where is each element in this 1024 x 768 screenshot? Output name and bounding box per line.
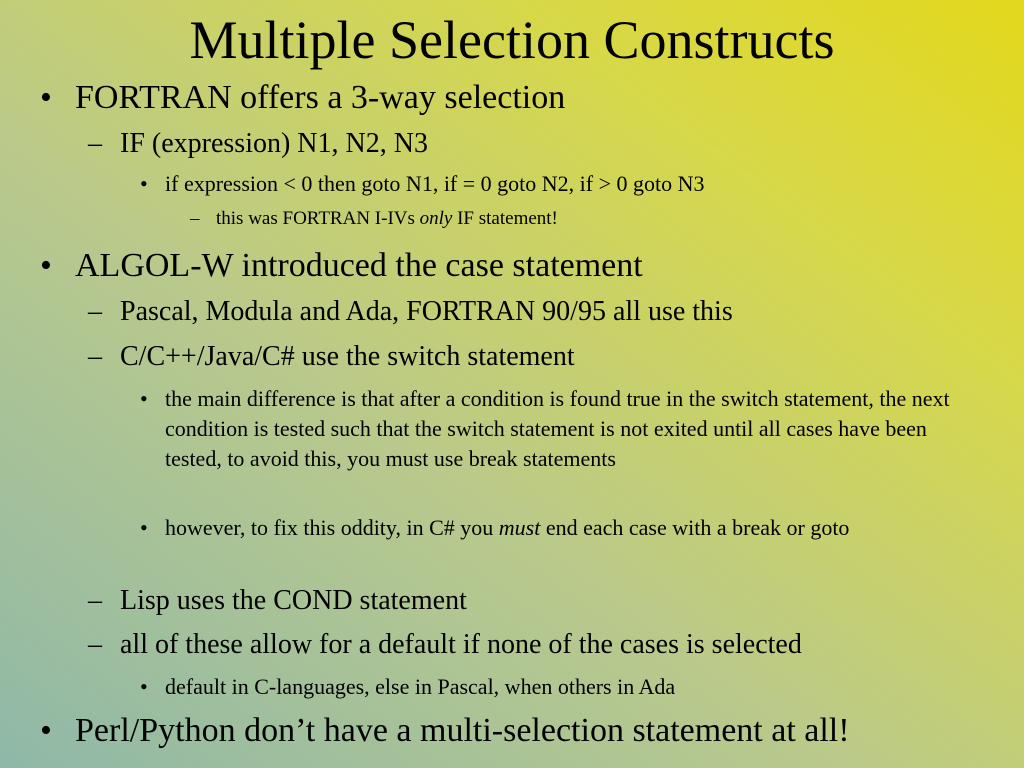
bullet-marker: •	[140, 386, 148, 411]
sub-lisp: Lisp uses the COND statement	[120, 585, 467, 616]
bullet-marker: •	[40, 79, 52, 116]
item-switch-difference: the main difference is that after a condition is found true in the switch statement, the next condition is tested such that the switch statement is not exited until all cases have been tested, to avoid this, you must use break statements	[165, 386, 950, 471]
bullet-marker: •	[140, 515, 148, 540]
bullet-marker: •	[140, 171, 148, 196]
bullet-marker: •	[40, 712, 52, 749]
slide-title: Multiple Selection Constructs	[189, 10, 835, 70]
sub-switch: C/C++/Java/C# use the switch statement	[120, 341, 575, 372]
sub-pascal: Pascal, Modula and Ada, FORTRAN 90/95 all use this	[120, 296, 733, 327]
sub-if-expression: IF (expression) N1, N2, N3	[120, 128, 428, 159]
dash-marker: –	[88, 296, 102, 327]
dash-marker: –	[88, 629, 102, 660]
bullet-perl-python: Perl/Python don’t have a multi-selection statement at all!	[75, 712, 850, 749]
sub-default: all of these allow for a default if none of the cases is selected	[120, 629, 802, 660]
item-csharp-break: however, to fix this oddity, in C# you must end each case with a break or goto	[165, 515, 850, 540]
item-if-goto: if expression < 0 then goto N1, if = 0 goto N2, if > 0 goto N3	[165, 171, 705, 196]
dash-marker: –	[190, 208, 200, 229]
bullet-marker: •	[40, 247, 52, 284]
bullet-marker: •	[140, 674, 148, 699]
item-default-languages: default in C-languages, else in Pascal, when others in Ada	[165, 674, 676, 699]
dash-marker: –	[88, 585, 102, 616]
bullet-fortran: FORTRAN offers a 3-way selection	[75, 79, 566, 116]
bullet-algol: ALGOL-W introduced the case statement	[75, 247, 643, 284]
dash-marker: –	[88, 128, 102, 159]
dash-marker: –	[88, 341, 102, 372]
note-only-if: this was FORTRAN I-IVs only IF statement!	[216, 208, 558, 229]
